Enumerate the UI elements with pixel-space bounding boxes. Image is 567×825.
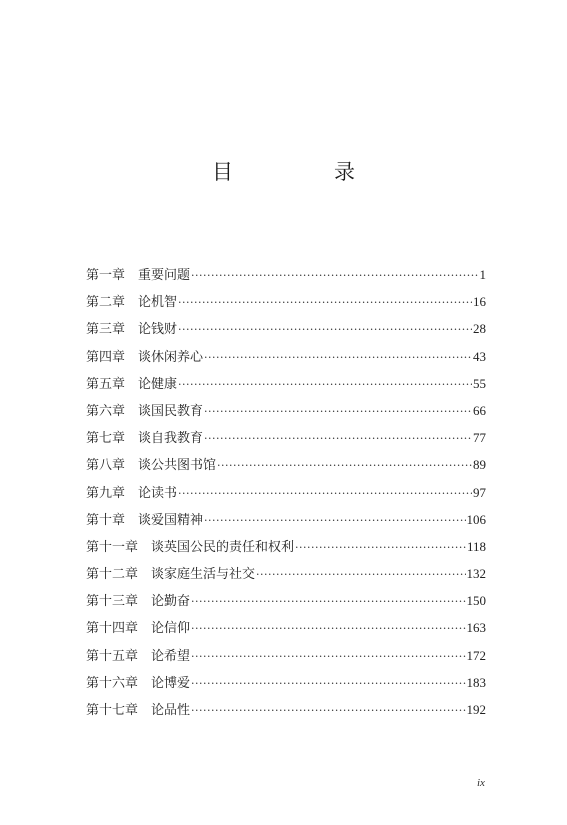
toc-entry[interactable]	[86, 400, 486, 427]
dot-leader	[191, 622, 465, 635]
toc-entry[interactable]	[86, 645, 486, 672]
page-number: 150	[466, 593, 486, 609]
toc-entry[interactable]	[86, 563, 486, 590]
page-number: 55	[473, 375, 486, 391]
chapter-title: 论信仰	[151, 621, 191, 637]
chapter-title: 谈爱国精神	[138, 512, 204, 528]
page-number: 106	[466, 511, 486, 527]
chapter-title: 谈国民教育	[138, 403, 204, 419]
chapter-number: 第五章	[86, 376, 126, 392]
chapter-number: 第十五章	[86, 648, 139, 664]
dot-leader	[191, 595, 465, 608]
dot-leader	[191, 269, 478, 282]
chapter-number: 第二章	[86, 295, 126, 311]
page-folio: ix	[477, 777, 485, 789]
chapter-number: 第九章	[86, 485, 126, 501]
chapter-number: 第十章	[86, 512, 126, 528]
chapter-title: 论钱财	[138, 322, 178, 338]
chapter-title: 论勤奋	[151, 594, 191, 610]
toc-entry[interactable]	[86, 373, 486, 400]
chapter-title: 论健康	[138, 376, 178, 392]
chapter-title: 论读书	[138, 485, 178, 501]
chapter-title: 谈自我教育	[138, 431, 204, 447]
toc-entry[interactable]	[86, 672, 486, 699]
chapter-title: 谈休闲养心	[138, 349, 204, 365]
dot-leader	[178, 487, 472, 500]
page-number: 43	[473, 348, 486, 364]
page-number: 16	[473, 294, 486, 310]
page-number: 97	[473, 484, 486, 500]
page-number: 163	[466, 620, 486, 636]
chapter-title: 谈家庭生活与社交	[151, 567, 256, 583]
page-number: 28	[473, 321, 486, 337]
dot-leader	[204, 514, 465, 527]
chapter-number: 第十三章	[86, 594, 139, 610]
toc-entry[interactable]	[86, 454, 486, 481]
chapter-number: 第八章	[86, 458, 126, 474]
dot-leader	[191, 650, 465, 663]
toc-entry[interactable]	[86, 264, 486, 291]
toc-entry[interactable]	[86, 617, 486, 644]
dot-leader	[295, 541, 466, 554]
page-number: 77	[473, 430, 486, 446]
page-number: 89	[473, 457, 486, 473]
page-number: 192	[466, 702, 486, 717]
toc-entry[interactable]	[86, 318, 486, 345]
chapter-number: 第十二章	[86, 567, 139, 583]
chapter-number: 第十七章	[86, 703, 139, 718]
page-number: 132	[466, 566, 486, 582]
chapter-title: 论机智	[138, 295, 178, 311]
dot-leader	[178, 296, 472, 309]
dot-leader	[256, 568, 465, 581]
chapter-title: 论品性	[151, 703, 191, 718]
page-number: 118	[466, 538, 486, 554]
chapter-number: 第一章	[86, 268, 126, 283]
chapter-number: 第三章	[86, 322, 126, 338]
toc-entry[interactable]	[86, 482, 486, 509]
chapter-number: 第十四章	[86, 621, 139, 637]
toc-entry[interactable]	[86, 346, 486, 373]
toc-entry[interactable]	[86, 291, 486, 318]
toc-entry[interactable]	[86, 590, 486, 617]
table-of-contents	[86, 264, 486, 726]
dot-leader	[191, 704, 465, 717]
chapter-title: 论希望	[151, 648, 191, 664]
dot-leader	[204, 405, 472, 418]
page-number: 66	[473, 402, 486, 418]
toc-entry[interactable]	[86, 536, 486, 563]
dot-leader	[178, 378, 472, 391]
toc-entry[interactable]	[86, 699, 486, 726]
chapter-title: 重要问题	[138, 268, 191, 283]
dot-leader	[217, 459, 472, 472]
chapter-number: 第六章	[86, 403, 126, 419]
toc-entry[interactable]	[86, 509, 486, 536]
chapter-number: 第七章	[86, 431, 126, 447]
chapter-title: 谈公共图书馆	[138, 458, 217, 474]
page-number: 172	[466, 647, 486, 663]
dot-leader	[204, 432, 472, 445]
chapter-title: 谈英国公民的责任和权利	[151, 539, 295, 555]
page-number: 1	[479, 267, 486, 282]
dot-leader	[178, 323, 472, 336]
page-number: 183	[466, 674, 486, 690]
chapter-number: 第四章	[86, 349, 126, 365]
page-title: 目 录	[212, 160, 395, 184]
dot-leader	[191, 677, 465, 690]
dot-leader	[204, 351, 472, 364]
chapter-number: 第十一章	[86, 539, 139, 555]
chapter-title: 论博爱	[151, 675, 191, 691]
toc-entry[interactable]	[86, 427, 486, 454]
chapter-number: 第十六章	[86, 675, 139, 691]
